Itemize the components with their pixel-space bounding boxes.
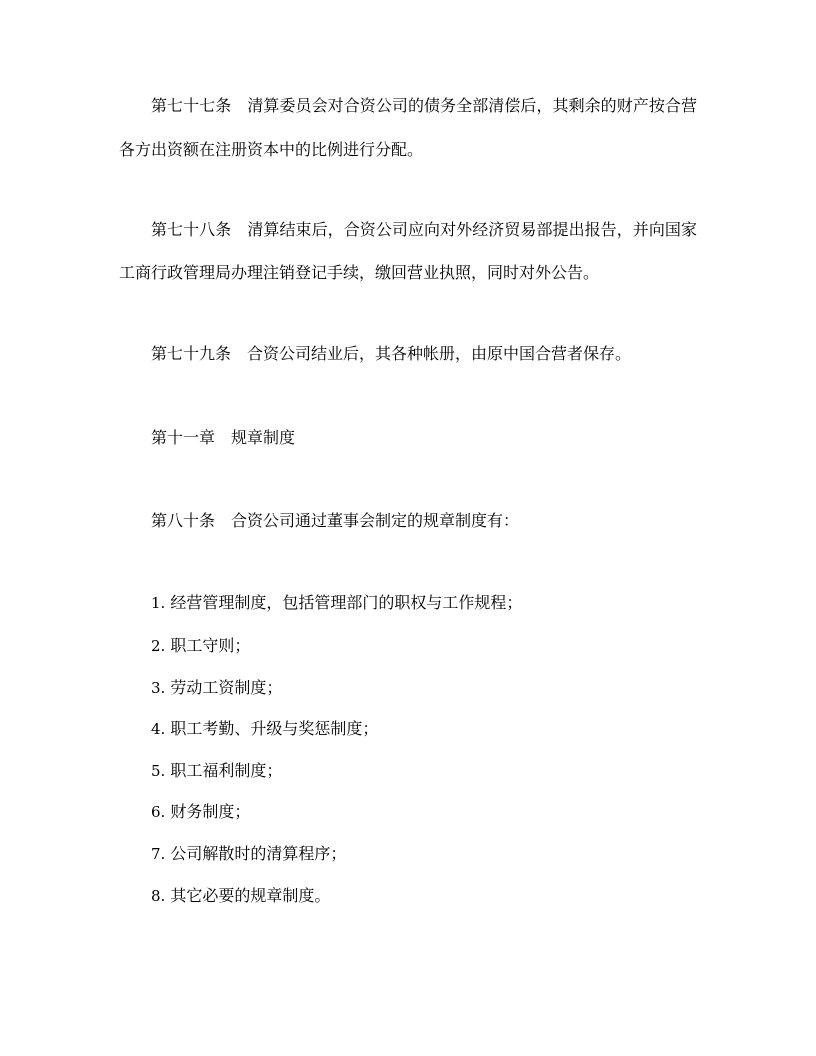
list-item [0,886,816,906]
list-item-number: 1. [151,594,166,612]
list-item-number: 8. [151,887,166,905]
list-item-number: 6. [151,803,166,821]
article-79-line-1: 第七十九条 合资公司结业后，其各种帐册，由原中国合营者保存。 [151,344,632,363]
list-item [0,678,816,698]
list-item-text: 劳动工资制度； [170,678,283,697]
list-item-text: 职工守则； [170,636,251,655]
list-item-text: 公司解散时的清算程序； [170,844,347,863]
list-item-text: 其它必要的规章制度。 [170,886,331,905]
list-item-number: 7. [151,845,166,863]
list-item-text: 经营管理制度，包括管理部门的职权与工作规程； [170,593,523,612]
list-item [0,844,816,864]
article-78-line-1: 第七十八条 清算结束后，合资公司应向对外经济贸易部提出报告，并向国家 [151,220,697,239]
article-80-line-1: 第八十条 合资公司通过董事会制定的规章制度有： [151,511,520,530]
article-77-line-1: 第七十七条 清算委员会对合资公司的债务全部清偿后，其剩余的财产按合营 [151,96,697,115]
list-item-number: 2. [151,637,166,655]
list-item-number: 5. [151,762,166,780]
chapter-title: 第十一章 规章制度 [151,428,296,447]
list-item [0,636,816,656]
list-item [0,802,816,822]
list-item-number: 4. [151,720,166,738]
list-item [0,719,816,739]
article-78-line-2: 工商行政管理局办理注销登记手续，缴回营业执照，同时对外公告。 [119,263,600,282]
list-item [0,761,816,781]
list-item-text: 职工考勤、升级与奖惩制度； [170,719,379,738]
list-item [0,593,816,613]
list-item-text: 职工福利制度； [170,761,283,780]
list-item-number: 3. [151,679,166,697]
article-77-line-2: 各方出资额在注册资本中的比例进行分配。 [119,140,424,159]
list-item-text: 财务制度； [170,802,251,821]
